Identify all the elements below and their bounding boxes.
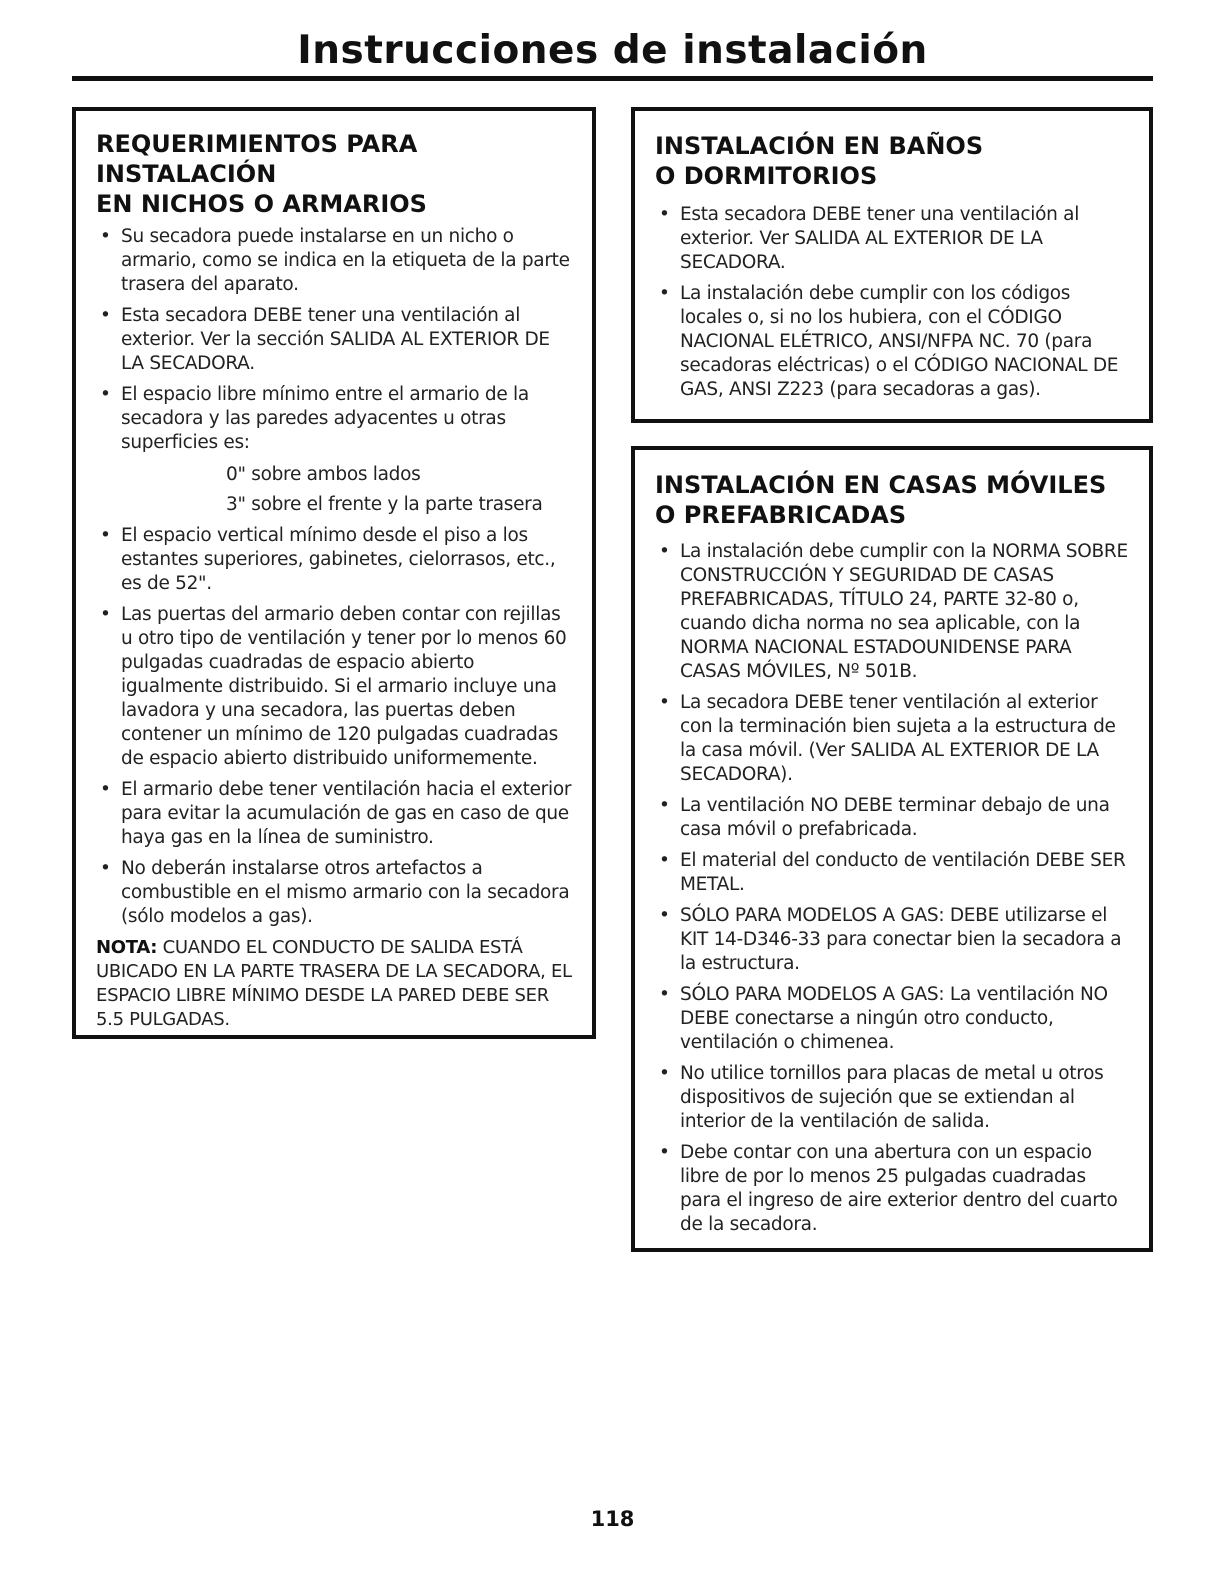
bullet-dot: • — [100, 858, 111, 879]
section-heading-moviles — [655, 470, 1131, 530]
list-item-text: La instalación debe cumplir con los códigos locales o, si no los hubiera, con el CÓDIGO NACIONAL ELÉTRICO, ANSI/NFPA NC. 70 (para secadoras eléctricas) o el CÓDIGO NACIONAL DE GAS, ANSI Z223 (para secadoras a gas). — [680, 283, 1119, 400]
bullet-dot: • — [659, 984, 670, 1005]
list-item — [655, 1141, 1131, 1237]
list-item-text: Debe contar con una abertura con un espacio libre de por lo menos 25 pulgadas cuadradas para el ingreso de aire exterior dentro del cuarto de la secadora. — [680, 1142, 1118, 1235]
bullet-list-banos — [655, 203, 1131, 402]
list-item-text: Esta secadora DEBE tener una ventilación al exterior. Ver SALIDA AL EXTERIOR DE LA SECADORA. — [680, 204, 1080, 273]
bullet-list-nichos — [96, 225, 574, 929]
list-item — [96, 524, 574, 596]
list-item-text: No deberán instalarse otros artefactos a combustible en el mismo armario con la secadora (sólo modelos a gas). — [121, 858, 570, 927]
bullet-dot: • — [100, 525, 111, 546]
section-box-banos — [631, 107, 1153, 423]
list-item — [655, 849, 1131, 897]
list-item — [655, 691, 1131, 787]
title-rule — [72, 76, 1153, 81]
heading-line-2: O PREFABRICADAS — [655, 501, 907, 529]
page-number: 118 — [590, 1507, 635, 1531]
list-item-text: La secadora DEBE tener ventilación al exterior con la terminación bien sujeta a la estructura de la casa móvil. (Ver SALIDA AL EXTERIOR DE LA SECADORA). — [680, 692, 1116, 785]
list-item — [96, 857, 574, 929]
list-item-text: El espacio libre mínimo entre el armario de la secadora y las paredes adyacentes u otras superficies es: — [121, 384, 529, 453]
section-heading-banos — [655, 131, 1131, 191]
bullet-dot: • — [659, 283, 670, 304]
bullet-dot: • — [659, 795, 670, 816]
note-paragraph — [96, 936, 574, 1032]
bullet-dot: • — [100, 305, 111, 326]
list-item-text: Las puertas del armario deben contar con rejillas u otro tipo de ventilación y tener por lo menos 60 pulgadas cuadradas de espacio abierto igualmente distribuido. Si el armario incluye una lavadora y una secadora, las puertas deben contener un mínimo de 120 pulgadas cuadradas de espacio abierto distribuido uniformemente. — [121, 604, 567, 769]
page-title: Instrucciones de instalación — [297, 28, 928, 73]
bullet-dot: • — [100, 226, 111, 247]
list-item-text: La instalación debe cumplir con la NORMA SOBRE CONSTRUCCIÓN Y SEGURIDAD DE CASAS PREFABRICADAS, TÍTULO 24, PARTE 32-80 o, cuando dicha norma no sea aplicable, con la NORMA NACIONAL ESTADOUNIDENSE PARA CASAS MÓVILES, Nº 501B. — [680, 541, 1128, 682]
bullet-dot: • — [100, 384, 111, 405]
list-item — [96, 383, 574, 517]
clearance-front-back: 3" sobre el frente y la parte trasera — [226, 494, 543, 515]
list-item — [655, 282, 1131, 402]
bullet-dot: • — [659, 692, 670, 713]
heading-line-2: O DORMITORIOS — [655, 162, 878, 190]
list-item — [655, 203, 1131, 275]
list-item — [96, 304, 574, 376]
heading-line-1: REQUERIMIENTOS PARA INSTALACIÓN — [96, 130, 418, 188]
bullet-dot: • — [659, 1142, 670, 1163]
list-item — [96, 603, 574, 771]
list-item — [655, 904, 1131, 976]
list-item — [655, 794, 1131, 842]
bullet-list-moviles — [655, 540, 1131, 1237]
section-box-nichos — [72, 107, 596, 1039]
list-item — [655, 540, 1131, 684]
list-item-text: No utilice tornillos para placas de metal u otros dispositivos de sujeción que se extiendan al interior de la ventilación de salida. — [680, 1063, 1104, 1132]
bullet-dot: • — [100, 604, 111, 625]
section-box-moviles — [631, 446, 1153, 1252]
note-label: NOTA: — [96, 937, 158, 958]
bullet-dot: • — [659, 850, 670, 871]
bullet-dot: • — [659, 204, 670, 225]
list-item-text: La ventilación NO DEBE terminar debajo de una casa móvil o prefabricada. — [680, 795, 1110, 840]
list-item — [655, 983, 1131, 1055]
list-item-text: Su secadora puede instalarse en un nicho o armario, como se indica en la etiqueta de la parte trasera del aparato. — [121, 226, 570, 295]
bullet-dot: • — [659, 905, 670, 926]
note-text: CUANDO EL CONDUCTO DE SALIDA ESTÁ UBICADO EN LA PARTE TRASERA DE LA SECADORA, EL ESPACIO LIBRE MÍNIMO DESDE LA PARED DEBE SER 5.5 PULGADAS. — [96, 937, 572, 1030]
list-item-text: El espacio vertical mínimo desde el piso a los estantes superiores, gabinetes, cielorrasos, etc., es de 52". — [121, 525, 556, 594]
list-item-text: SÓLO PARA MODELOS A GAS: DEBE utilizarse el KIT 14-D346-33 para conectar bien la secadora a la estructura. — [680, 905, 1122, 974]
bullet-dot: • — [659, 1063, 670, 1084]
list-item — [96, 225, 574, 297]
list-item-text: Esta secadora DEBE tener una ventilación al exterior. Ver la sección SALIDA AL EXTERIOR DE LA SECADORA. — [121, 305, 550, 374]
heading-line-1: INSTALACIÓN EN BAÑOS — [655, 132, 984, 160]
heading-line-2: EN NICHOS O ARMARIOS — [96, 190, 427, 218]
heading-line-1: INSTALACIÓN EN CASAS MÓVILES — [655, 471, 1107, 499]
list-item — [655, 1062, 1131, 1134]
list-item-text: El material del conducto de ventilación DEBE SER METAL. — [680, 850, 1126, 895]
bullet-dot: • — [100, 779, 111, 800]
bullet-dot: • — [659, 541, 670, 562]
list-item — [96, 778, 574, 850]
clearance-sides: 0" sobre ambos lados — [226, 464, 421, 485]
list-item-text: El armario debe tener ventilación hacia el exterior para evitar la acumulación de gas en caso de que haya gas en la línea de suministro. — [121, 779, 572, 848]
list-item-text: SÓLO PARA MODELOS A GAS: La ventilación NO DEBE conectarse a ningún otro conducto, ventilación o chimenea. — [680, 984, 1108, 1053]
section-heading-nichos — [96, 129, 574, 219]
